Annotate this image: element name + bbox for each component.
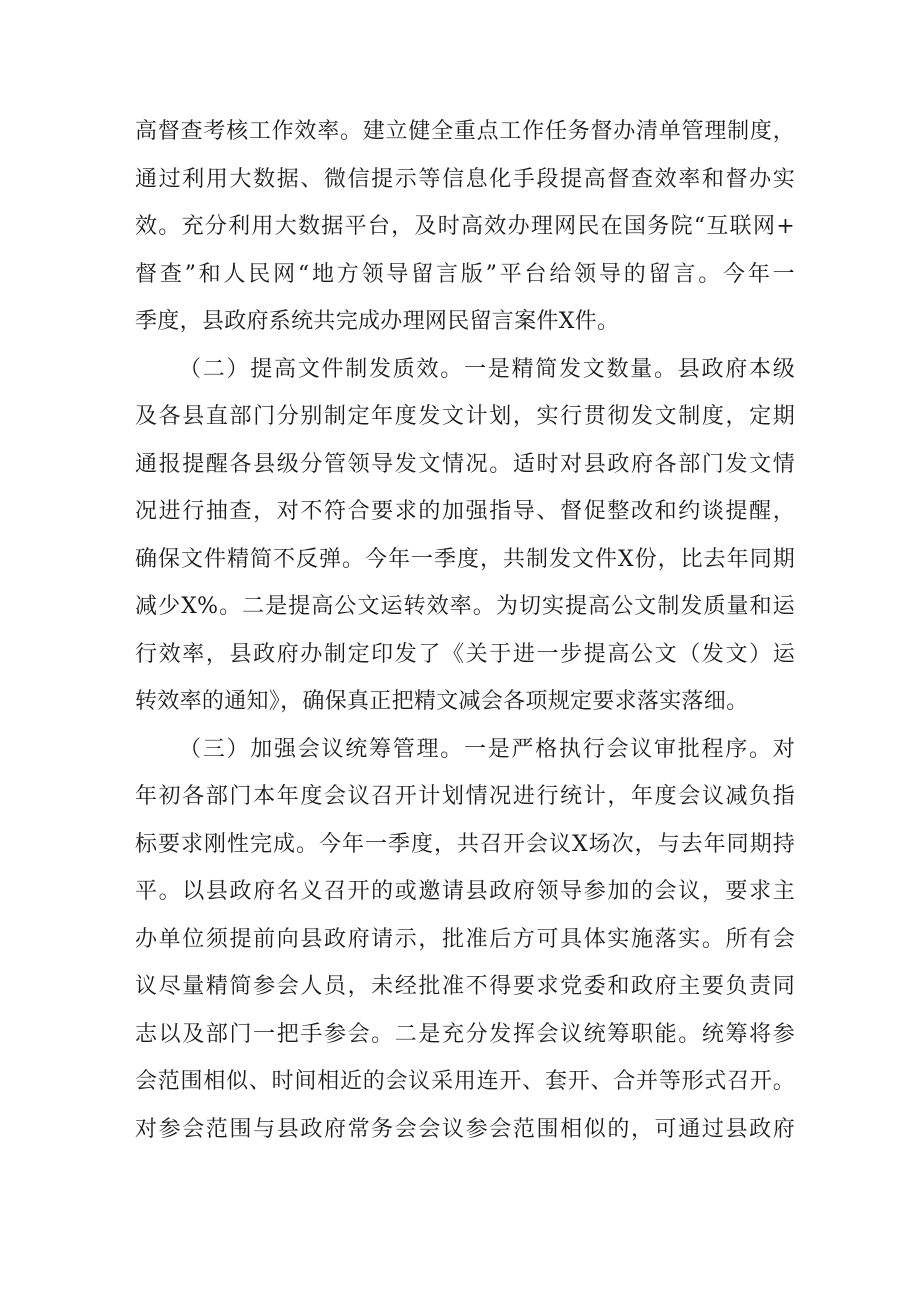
text-line: 会范围相似、时间相近的会议采用连开、套开、合并等形式召开。	[135, 1069, 795, 1094]
text-line: 效。充分利用大数据平台，及时高效办理网民在国务院“互联网+	[135, 214, 795, 239]
section-heading-line: （二）提高文件制发质效。一是精简发文数量。县政府本级	[179, 356, 795, 382]
text-line: 减少X%。二是提高公文运转效率。为切实提高公文制发质量和运	[135, 594, 795, 619]
text-line: 办单位须提前向县政府请示，批准后方可具体实施落实。所有会	[135, 926, 795, 952]
text-line: 标要求刚性完成。今年一季度，共召开会议X场次，与去年同期持	[135, 831, 795, 857]
text-line: 通报提醒各县级分管领导发文情况。适时对县政府各部门发文情	[135, 451, 795, 477]
text-line: 平。以县政府名义召开的或邀请县政府领导参加的会议，要求主	[135, 879, 795, 904]
text-line: 行效率，县政府办制定印发了《关于进一步提高公文（发文）运	[135, 641, 795, 667]
text-line: 志以及部门一把手参会。二是充分发挥会议统筹职能。统筹将参	[135, 1021, 795, 1047]
section-heading-line: （三）加强会议统筹管理。一是严格执行会议审批程序。对	[179, 736, 795, 762]
text-line: 转效率的通知》，确保真正把精文减会各项规定要求落实落细。	[135, 689, 749, 714]
text-line: 高督查考核工作效率。建立健全重点工作任务督办清单管理制度，	[135, 119, 795, 144]
document-body	[135, 108, 795, 1153]
text-line: 季度，县政府系统共完成办理网民留言案件X件。	[135, 309, 620, 334]
text-line: 通过利用大数据、微信提示等信息化手段提高督查效率和督办实	[135, 166, 795, 192]
text-line: 及各县直部门分别制定年度发文计划，实行贯彻发文制度，定期	[135, 404, 795, 429]
text-line: 议尽量精简参会人员，未经批准不得要求党委和政府主要负责同	[135, 974, 795, 999]
text-line: 督查”和人民网“地方领导留言版”平台给领导的留言。今年一	[135, 261, 795, 287]
text-line: 确保文件精简不反弹。今年一季度，共制发文件X份，比去年同期	[135, 546, 795, 572]
text-line: 对参会范围与县政府常务会会议参会范围相似的，可通过县政府	[135, 1116, 795, 1142]
text-line: 况进行抽查，对不符合要求的加强指导、督促整改和约谈提醒，	[135, 499, 795, 524]
text-line: 年初各部门本年度会议召开计划情况进行统计，年度会议减负指	[135, 784, 795, 809]
